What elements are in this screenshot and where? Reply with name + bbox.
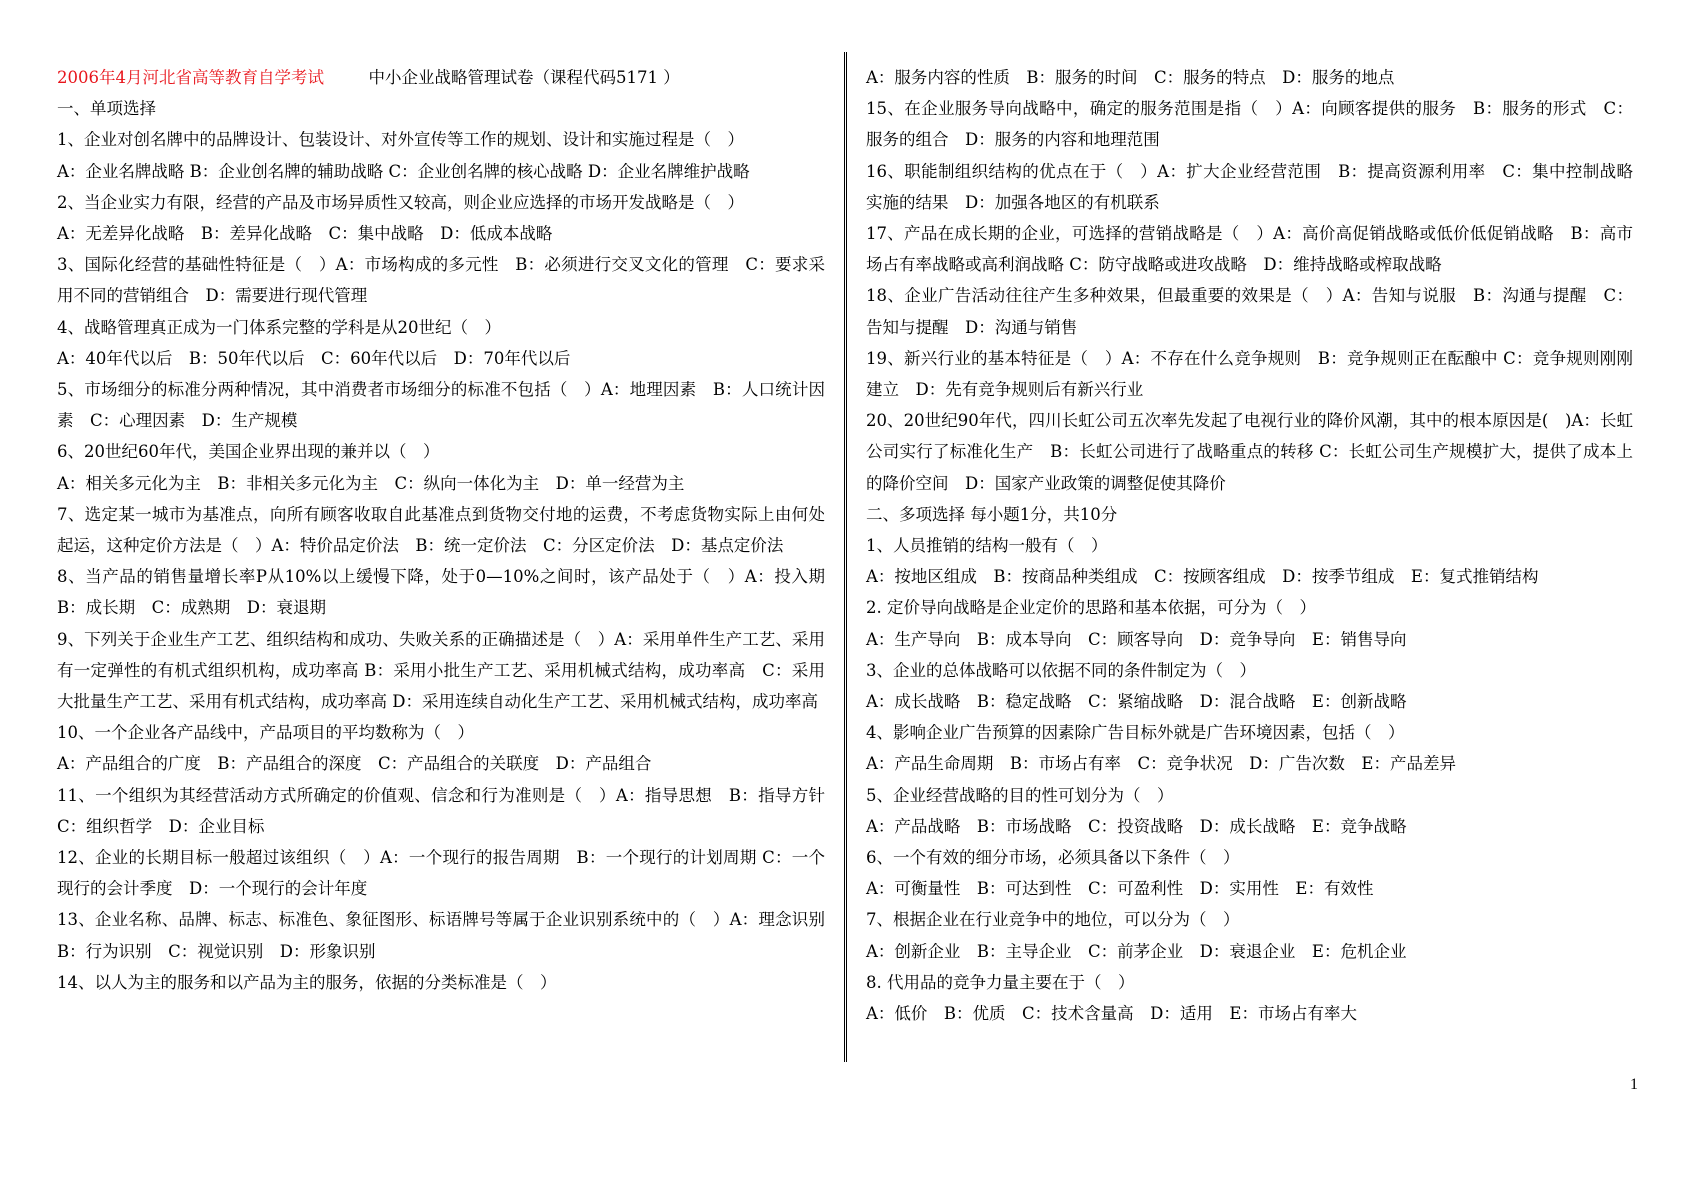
question-line: 4、战略管理真正成为一门体系完整的学科是从20世纪（ ） [57, 317, 501, 337]
left-column [57, 62, 842, 998]
question-line: A：按地区组成 B：按商品种类组成 C：按顾客组成 D：按季节组成 E：复式推销结构 [866, 567, 1539, 587]
question-line: 10、一个企业各产品线中，产品项目的平均数称为（ ） [57, 723, 474, 743]
right-column [866, 62, 1633, 1029]
question-line: 7、根据企业在行业竞争中的地位，可以分为（ ） [866, 910, 1240, 930]
question-line: A：服务内容的性质 B：服务的时间 C：服务的特点 D：服务的地点 [866, 68, 1395, 87]
question-line: A：创新企业 B：主导企业 C：前茅企业 D：衰退企业 E：危机企业 [866, 941, 1407, 961]
question-line: 9、下列关于企业生产工艺、组织结构和成功、失败关系的正确描述是（ ）A：采用单件生产工艺、采用有一定弹性的有机式组织机构，成功率高 B：采用小批生产工艺、采用机械式结构，成功率高 C：采用大批量生产工艺、采用有机式结构，成功率高 D：采用连续自动化生产工艺、采用机械式结构，成功率高 [57, 629, 825, 712]
question-line: 3、国际化经营的基础性特征是（ ）A：市场构成的多元性 B：必须进行交叉文化的管理 C：要求采用不同的营销组合 D：需要进行现代管理 [57, 255, 825, 306]
question-line: 6、20世纪60年代，美国企业界出现的兼并以（ ） [57, 442, 440, 462]
question-line: A：相关多元化为主 B：非相关多元化为主 C：纵向一体化为主 D：单一经营为主 [57, 473, 685, 493]
exam-header [57, 62, 825, 93]
question-line: 5、市场细分的标准分两种情况，其中消费者市场细分的标准不包括（ ）A：地理因素 B：人口统计因素 C：心理因素 D：生产规模 [57, 380, 825, 431]
page-number: 1 [1630, 1076, 1638, 1093]
right-question-list [866, 62, 1633, 1029]
question-line: 20、20世纪90年代，四川长虹公司五次率先发起了电视行业的降价风潮，其中的根本原因是( )A：长虹公司实行了标准化生产 B：长虹公司进行了战略重点的转移 C：长虹公司生产规模扩大，提供了成本上的降价空间 D：国家产业政策的调整促使其降价 [866, 411, 1633, 493]
question-line: 3、企业的总体战略可以依据不同的条件制定为（ ） [866, 660, 1256, 680]
question-line: 18、企业广告活动往往产生多种效果，但最重要的效果是（ ）A：告知与说服 B：沟通与提醒 C：告知与提醒 D：沟通与销售 [866, 286, 1633, 337]
question-line: 14、以人为主的服务和以产品为主的服务，依据的分类标准是（ ） [57, 972, 557, 992]
question-line: A：产品生命周期 B：市场占有率 C：竞争状况 D：广告次数 E：产品差异 [866, 754, 1456, 774]
question-line: 15、在企业服务导向战略中，确定的服务范围是指（ ）A：向顾客提供的服务 B：服务的形式 C：服务的组合 D：服务的内容和地理范围 [866, 99, 1633, 150]
question-line: 2、当企业实力有限，经营的产品及市场异质性又较高，则企业应选择的市场开发战略是（ ） [57, 192, 744, 212]
question-line: A：无差异化战略 B：差异化战略 C：集中战略 D：低成本战略 [57, 224, 553, 244]
question-line: A：生产导向 B：成本导向 C：顾客导向 D：竞争导向 E：销售导向 [866, 629, 1407, 649]
question-line: 19、新兴行业的基本特征是（ ）A：不存在什么竞争规则 B：竞争规则正在酝酿中 C：竞争规则刚刚建立 D：先有竞争规则后有新兴行业 [866, 348, 1634, 400]
question-line: A：40年代以后 B：50年代以后 C：60年代以后 D：70年代以后 [57, 348, 571, 368]
question-line: 13、企业名称、品牌、标志、标准色、象征图形、标语牌号等属于企业识别系统中的（ ）A：理念识别 B：行为识别 C：视觉识别 D：形象识别 [57, 910, 842, 961]
question-line: 11、一个组织为其经营活动方式所确定的价值观、信念和行为准则是（ ）A：指导思想 B：指导方针 C：组织哲学 D：企业目标 [57, 785, 842, 836]
question-line: 二、多项选择 每小题1分，共10分 [866, 504, 1118, 524]
exam-subtitle: 中小企业战略管理试卷（课程代码5171 ） [368, 68, 680, 87]
column-divider [844, 52, 847, 1062]
question-line: 4、影响企业广告预算的因素除广告目标外就是广告环境因素，包括（ ） [866, 723, 1405, 743]
question-line: 2. 定价导向战略是企业定价的思路和基本依据，可分为（ ） [866, 598, 1316, 618]
question-line: 7、选定某一城市为基准点，向所有顾客收取自此基准点到货物交付地的运费，不考虑货物实际上由何处起运，这种定价方法是（ ）A：特价品定价法 B：统一定价法 C：分区定价法 D：基点定价法 [57, 504, 825, 556]
exam-title: 2006年4月河北省高等教育自学考试 [57, 68, 324, 87]
question-line: 17、产品在成长期的企业，可选择的营销战略是（ ）A：高价高促销战略或低价低促销战略 B：高市场占有率战略或高利润战略 C：防守战略或进攻战略 D：维持战略或榨取战略 [866, 224, 1633, 275]
question-line: 8、当产品的销售量增长率P从10%以上缓慢下降，处于0—10%之间时，该产品处于（ ）A：投入期 B：成长期 C：成熟期 D：衰退期 [57, 567, 842, 618]
question-line: A：低价 B：优质 C：技术含量高 D：适用 E：市场占有率大 [866, 1004, 1357, 1024]
question-line: 1、人员推销的结构一般有（ ） [866, 536, 1108, 556]
question-line: A：可衡量性 B：可达到性 C：可盈利性 D：实用性 E：有效性 [866, 879, 1374, 899]
left-question-list [57, 93, 842, 998]
question-line: 6、一个有效的细分市场，必须具备以下条件（ ） [866, 848, 1240, 868]
question-line: 5、企业经营战略的目的性可划分为（ ） [866, 785, 1174, 805]
question-line: A：产品组合的广度 B：产品组合的深度 C：产品组合的关联度 D：产品组合 [57, 754, 652, 774]
question-line: 12、企业的长期目标一般超过该组织（ ）A：一个现行的报告周期 B：一个现行的计划周期 C：一个现行的会计季度 D：一个现行的会计年度 [57, 848, 825, 899]
question-line: 1、企业对创名牌中的品牌设计、包装设计、对外宣传等工作的规划、设计和实施过程是（ ） [57, 130, 744, 150]
question-line: A：成长战略 B：稳定战略 C：紧缩战略 D：混合战略 E：创新战略 [866, 692, 1407, 712]
question-line: A：产品战略 B：市场战略 C：投资战略 D：成长战略 E：竞争战略 [866, 816, 1407, 836]
question-line: 8. 代用品的竞争力量主要在于（ ） [866, 972, 1135, 992]
question-line: A：企业名牌战略 B：企业创名牌的辅助战略 C：企业创名牌的核心战略 D：企业名牌维护战略 [57, 161, 750, 181]
question-line: 16、职能制组织结构的优点在于（ ）A：扩大企业经营范围 B：提高资源利用率 C：集中控制战略实施的结果 D：加强各地区的有机联系 [866, 161, 1633, 212]
question-line: 一、单项选择 [57, 99, 156, 119]
